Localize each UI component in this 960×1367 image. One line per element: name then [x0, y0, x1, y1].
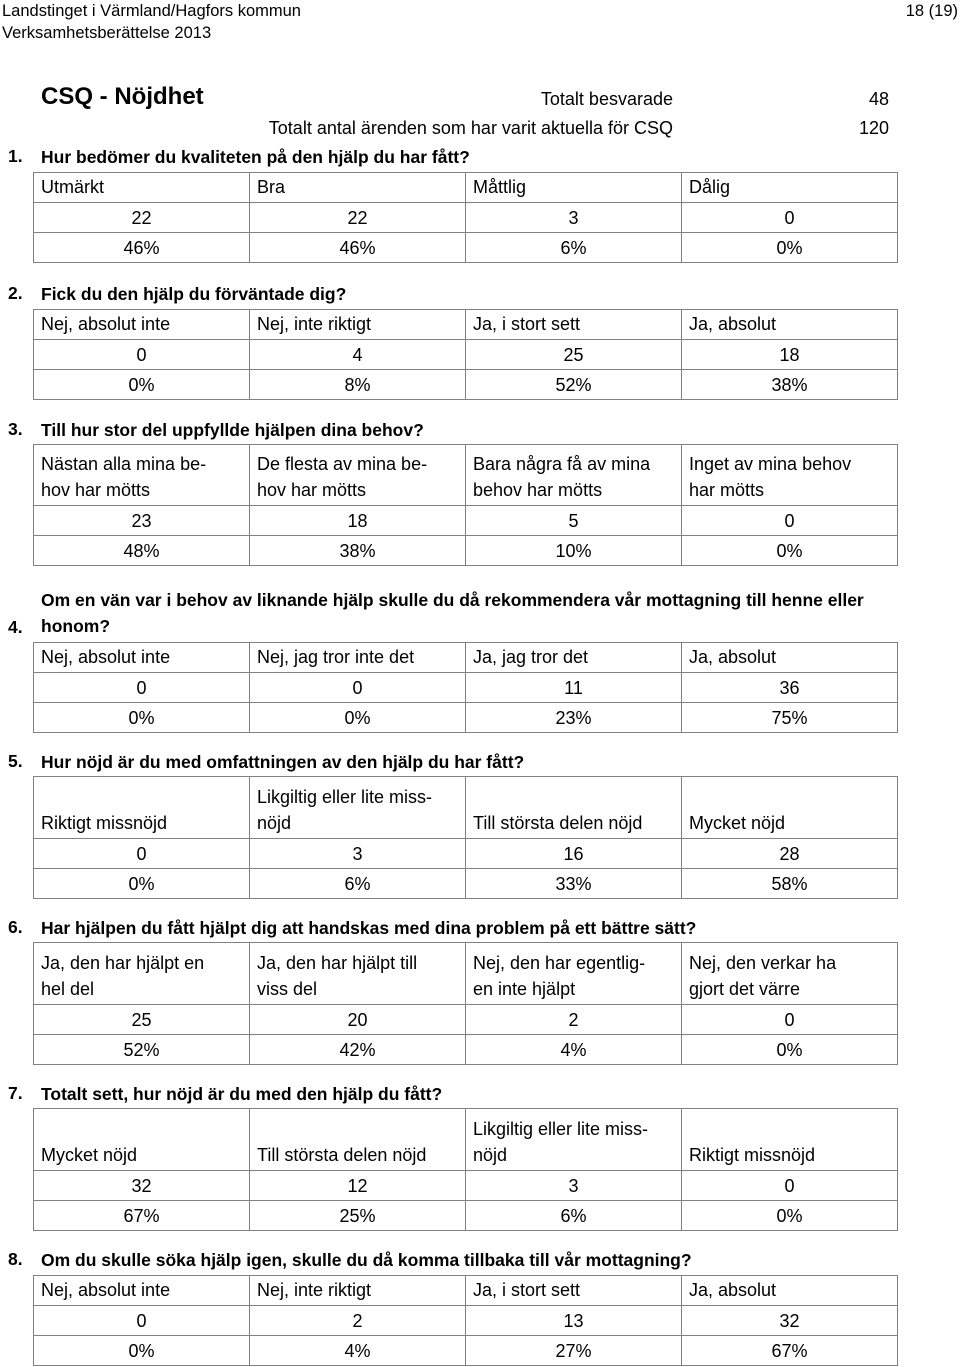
answer-count: 12: [250, 1171, 466, 1201]
question-number: 3.: [8, 419, 23, 439]
answer-option: Ja, jag tror det: [466, 643, 682, 673]
answer-percent: 0%: [34, 370, 250, 400]
question-text: Har hjälpen du fått hjälpt dig att handskas med dina problem på ett bättre sätt?: [41, 918, 697, 938]
answer-count: 3: [466, 1171, 682, 1201]
answer-count: 2: [466, 1005, 682, 1035]
answer-count: 0: [34, 839, 250, 869]
answer-option: Bara några få av mina behov har mötts: [466, 445, 682, 506]
answer-option: Nej, jag tror inte det: [250, 643, 466, 673]
answer-option: Mycket nöjd: [34, 1109, 250, 1171]
answer-count: 3: [250, 839, 466, 869]
page-number: 18 (19): [905, 2, 958, 20]
answer-percent: 23%: [466, 703, 682, 733]
answer-count: 0: [682, 203, 898, 233]
answer-table: [33, 942, 898, 1065]
answer-table: [33, 444, 898, 566]
answer-count: 4: [250, 340, 466, 370]
answer-count: 0: [682, 1005, 898, 1035]
answer-count: 13: [466, 1306, 682, 1336]
answer-option: Nej, absolut inte: [34, 643, 250, 673]
answer-option: Dålig: [682, 173, 898, 203]
answer-count: 3: [466, 203, 682, 233]
answer-count: 2: [250, 1306, 466, 1336]
question-text: Hur nöjd är du med omfattningen av den hjälp du har fått?: [41, 752, 525, 772]
document-header-report: Verksamhetsberättelse 2013: [2, 24, 212, 42]
answer-count: 32: [682, 1306, 898, 1336]
answer-percent: 42%: [250, 1035, 466, 1065]
answer-count: 23: [34, 506, 250, 536]
total-cases-label: Totalt antal ärenden som har varit aktuella för CSQ: [268, 118, 673, 138]
question-number: 7.: [8, 1083, 23, 1103]
question-number: 1.: [8, 146, 23, 166]
answer-percent: 38%: [250, 536, 466, 566]
answer-option: Ja, absolut: [682, 310, 898, 340]
answer-percent: 48%: [34, 536, 250, 566]
question-number: 6.: [8, 917, 23, 937]
answer-count: 28: [682, 839, 898, 869]
answer-percent: 6%: [250, 869, 466, 899]
answer-percent: 0%: [682, 1035, 898, 1065]
answer-option: Ja, den har hjälpt till viss del: [250, 943, 466, 1005]
answer-option: Nej, den verkar ha gjort det värre: [682, 943, 898, 1005]
question-text: Om en vän var i behov av liknande hjälp skulle du då rekommendera vår mottagning till henne eller honom?: [41, 590, 864, 636]
answer-count: 25: [34, 1005, 250, 1035]
answer-percent: 0%: [34, 869, 250, 899]
answer-percent: 27%: [466, 1336, 682, 1366]
answer-table: [33, 1275, 898, 1366]
answer-count: 22: [34, 203, 250, 233]
answer-option: Nej, absolut inte: [34, 310, 250, 340]
answer-percent: 0%: [34, 703, 250, 733]
answer-count: 5: [466, 506, 682, 536]
answer-count: 0: [682, 506, 898, 536]
answer-percent: 67%: [682, 1336, 898, 1366]
answer-count: 16: [466, 839, 682, 869]
answer-count: 22: [250, 203, 466, 233]
answer-option: Måttlig: [466, 173, 682, 203]
answer-option: Till största delen nöjd: [466, 777, 682, 839]
answer-percent: 6%: [466, 1201, 682, 1231]
answer-percent: 38%: [682, 370, 898, 400]
answer-option: Ja, i stort sett: [466, 1276, 682, 1306]
answer-option: Riktigt missnöjd: [682, 1109, 898, 1171]
answer-option: Nej, inte riktigt: [250, 1276, 466, 1306]
answer-option: Nej, absolut inte: [34, 1276, 250, 1306]
answer-table: [33, 642, 898, 733]
answer-count: 0: [34, 1306, 250, 1336]
answer-count: 18: [682, 340, 898, 370]
answer-count: 0: [250, 673, 466, 703]
answer-table: [33, 1108, 898, 1231]
answer-option: Mycket nöjd: [682, 777, 898, 839]
question-text: Fick du den hjälp du förväntade dig?: [41, 284, 347, 304]
answer-percent: 8%: [250, 370, 466, 400]
answer-option: Nej, den har egentlig- en inte hjälpt: [466, 943, 682, 1005]
answer-percent: 0%: [682, 233, 898, 263]
answer-option: Likgiltig eller lite miss- nöjd: [250, 777, 466, 839]
answer-option: Bra: [250, 173, 466, 203]
document-header-organization: Landstinget i Värmland/Hagfors kommun: [2, 2, 301, 20]
question-number: 5.: [8, 751, 23, 771]
answer-percent: 46%: [34, 233, 250, 263]
answer-option: Ja, i stort sett: [466, 310, 682, 340]
answer-option: Till största delen nöjd: [250, 1109, 466, 1171]
answer-percent: 0%: [682, 536, 898, 566]
question-text: Hur bedömer du kvaliteten på den hjälp du har fått?: [41, 147, 470, 167]
answer-table: [33, 776, 898, 899]
answer-option: Likgiltig eller lite miss- nöjd: [466, 1109, 682, 1171]
answer-option: Ja, absolut: [682, 643, 898, 673]
answer-percent: 4%: [466, 1035, 682, 1065]
section-title: CSQ - Nöjdhet: [41, 83, 204, 110]
answer-percent: 52%: [34, 1035, 250, 1065]
answer-table: [33, 172, 898, 263]
answer-percent: 25%: [250, 1201, 466, 1231]
answer-option: Nästan alla mina be- hov har mötts: [34, 445, 250, 506]
answer-percent: 0%: [682, 1201, 898, 1231]
answer-option: Ja, den har hjälpt en hel del: [34, 943, 250, 1005]
answer-count: 36: [682, 673, 898, 703]
answer-count: 0: [34, 673, 250, 703]
total-answered-value: 48: [868, 89, 889, 109]
answer-count: 0: [682, 1171, 898, 1201]
question-text: Till hur stor del uppfyllde hjälpen dina behov?: [41, 420, 424, 440]
answer-option: Inget av mina behov har mötts: [682, 445, 898, 506]
question-number: 8.: [8, 1249, 23, 1269]
answer-percent: 4%: [250, 1336, 466, 1366]
question-text: Totalt sett, hur nöjd är du med den hjälp du fått?: [41, 1084, 443, 1104]
answer-percent: 58%: [682, 869, 898, 899]
answer-percent: 0%: [250, 703, 466, 733]
answer-table: [33, 309, 898, 400]
answer-option: Utmärkt: [34, 173, 250, 203]
answer-count: 25: [466, 340, 682, 370]
answer-count: 18: [250, 506, 466, 536]
answer-percent: 33%: [466, 869, 682, 899]
answer-option: Nej, inte riktigt: [250, 310, 466, 340]
question-text: Om du skulle söka hjälp igen, skulle du då komma tillbaka till vår mottagning?: [41, 1250, 692, 1270]
total-cases-value: 120: [858, 118, 889, 138]
answer-percent: 0%: [34, 1336, 250, 1366]
answer-option: De flesta av mina be- hov har mötts: [250, 445, 466, 506]
answer-count: 0: [34, 340, 250, 370]
answer-percent: 6%: [466, 233, 682, 263]
question-number: 2.: [8, 283, 23, 303]
answer-count: 11: [466, 673, 682, 703]
answer-count: 32: [34, 1171, 250, 1201]
answer-option: Riktigt missnöjd: [34, 777, 250, 839]
question-number: 4.: [8, 617, 23, 637]
answer-percent: 46%: [250, 233, 466, 263]
answer-percent: 10%: [466, 536, 682, 566]
answer-option: Ja, absolut: [682, 1276, 898, 1306]
answer-count: 20: [250, 1005, 466, 1035]
total-answered-label: Totalt besvarade: [540, 89, 673, 109]
answer-percent: 75%: [682, 703, 898, 733]
answer-percent: 52%: [466, 370, 682, 400]
answer-percent: 67%: [34, 1201, 250, 1231]
